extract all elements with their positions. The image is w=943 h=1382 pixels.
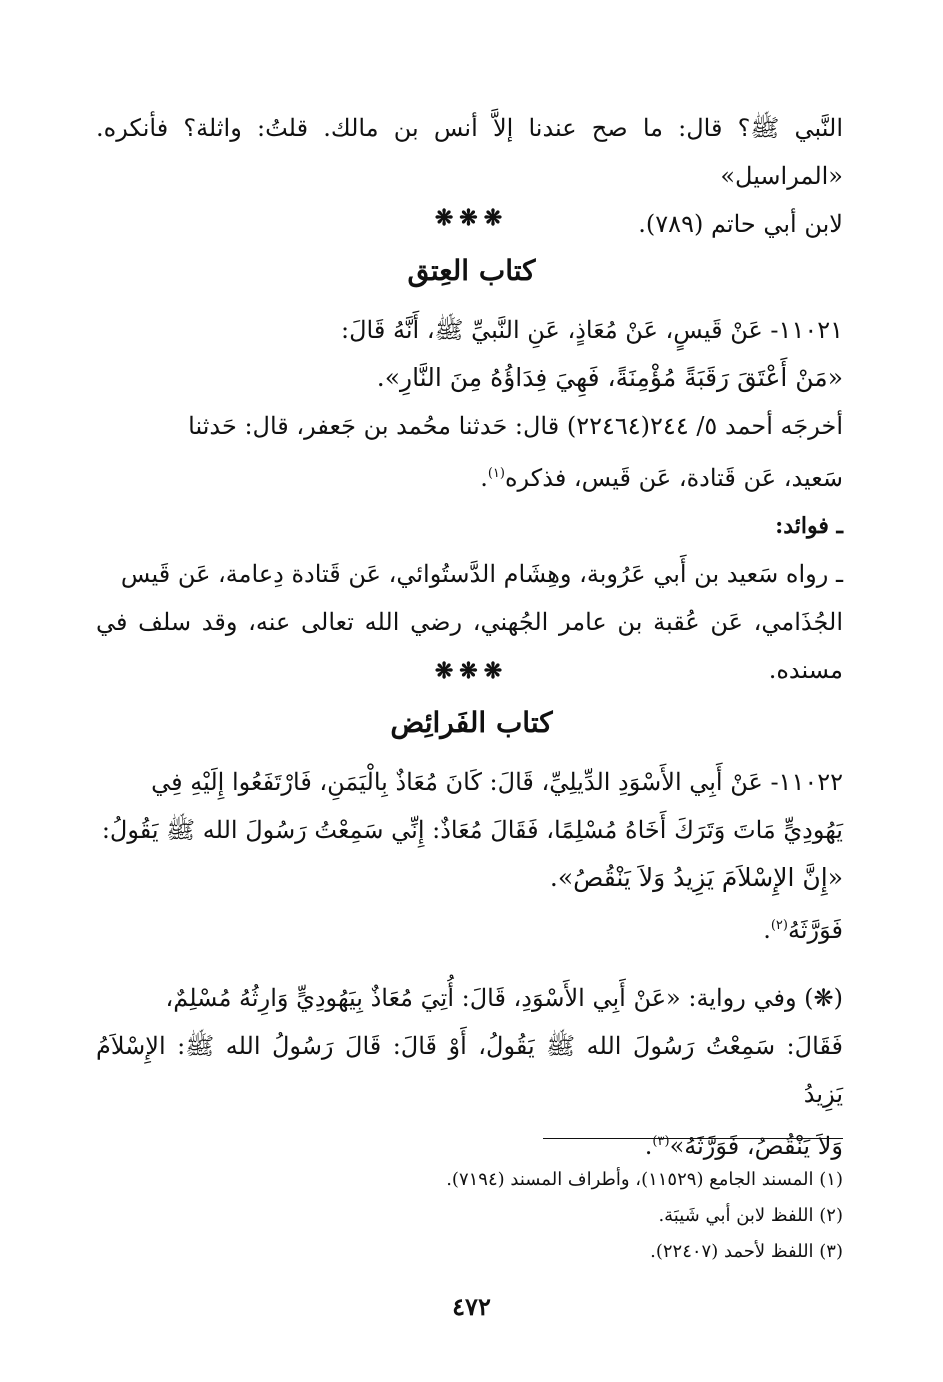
- section-title-itq: كتاب العِتق: [407, 254, 536, 287]
- riwaya-paragraph: [96, 974, 843, 1170]
- hadith-11022-line-1: ١١٠٢٢- عَنْ أَبِي الأَسْوَدِ الدِّيلِيِّ، قَالَ: كَانَ مُعَاذٌ بِالْيَمَنِ، فَارْتَفَعُوا إِلَيْهِ فِي: [151, 768, 843, 796]
- hadith-11021: [96, 306, 843, 694]
- hadith-11022-line-2: يَهُودِيٍّ مَاتَ وَتَرَكَ أَخَاهُ مُسْلِمًا، فَقَالَ مُعَاذٌ: إِنِّي سَمِعْتُ رَسُولَ الله ﷺ يَقُولُ:: [101, 816, 843, 844]
- riwaya-line-3-text: وَلاَ يَنْقُصُ، فَوَرَّثَهُ»: [669, 1132, 843, 1160]
- riwaya-end: .: [644, 1132, 653, 1160]
- takhrij-line-1: أخرجَه أحمد ٥/ ٢٤٤(٢٢٤٦٤) قال: حَدثنا محُمد بن جَعفر، قال: حَدثنا: [188, 412, 843, 440]
- warrathahu-text: فَوَرَّثَهُ: [787, 916, 843, 944]
- footnote-1: (١) المسند الجامع (١١٥٢٩)، وأطراف المسند (٧١٩٤).: [446, 1169, 843, 1190]
- warrathahu-line: [96, 902, 843, 954]
- footnote-ref-1[interactable]: (١): [487, 466, 505, 481]
- page-number: ٤٧٢: [452, 1292, 491, 1321]
- hadith-11021-text: «مَنْ أَعْتَقَ رَقَبَةً مُؤْمِنَةً، فَهِيَ فِدَاؤُهُ مِنَ النَّارِ».: [376, 363, 843, 392]
- takhrij-line-2-text: سَعيد، عَن قَتادة، عَن قَيس، فذكره: [504, 464, 843, 492]
- riwaya-line-2: فَقَالَ: سَمِعْتُ رَسُولَ الله ﷺ يَقُولُ، أَوْ قَالَ: قَالَ رَسُولُ الله ﷺ: الإِسْلاَمُ يَزِيدُ: [96, 1032, 843, 1108]
- separator-stars-1: ❋❋❋: [434, 205, 509, 231]
- footnote-ref-3[interactable]: (٣): [652, 1134, 670, 1149]
- footnote-2: (٢) اللفظ لابن أبي شَيبَة.: [658, 1205, 843, 1226]
- footnote-divider: [543, 1138, 843, 1139]
- section-title-faraid: كتاب الفَرائِض: [390, 706, 553, 739]
- fawaid-line-1: ـ رواه سَعيد بن أَبي عَرُوبة، وهِشَام الدَّستُوائي، عَن قَتادة دِعامة، عَن قَيس: [120, 560, 843, 588]
- takhrij-line-2: [96, 450, 843, 502]
- fawaid-label: ـ فوائد:: [775, 513, 843, 539]
- hadith-11022: [96, 758, 843, 954]
- fawaid-line-2: الجُذَامي، عَن عُقبة بن عامر الجُهني، رضي الله تعالى عنه، وقد سلف في مسنده.: [96, 608, 843, 684]
- takhrij-end: .: [480, 464, 488, 492]
- separator-stars-2: ❋❋❋: [434, 658, 509, 684]
- hadith-11021-head: ١١٠٢١- عَنْ قَيسٍ، عَنْ مُعَاذٍ، عَنِ النَّبيِّ ﷺ، أَنَّهُ قَالَ:: [341, 316, 843, 344]
- footnote-3: (٣) اللفظ لأحمد (٢٢٤٠٧).: [650, 1241, 843, 1262]
- warrathahu-end: .: [763, 916, 771, 944]
- top-line-1: النَّبي ﷺ؟ قال: ما صح عندنا إلاَّ أنس بن مالك. قلتُ: واثلة؟ فأنكره. «المراسيل»: [96, 114, 843, 190]
- footnote-ref-2[interactable]: (٢): [770, 918, 788, 933]
- hadith-11022-text: «إِنَّ الإِسْلاَمَ يَزِيدُ وَلاَ يَنْقُصُ».: [549, 863, 843, 892]
- top-line-2: لابن أبي حاتم (٧٨٩).: [638, 210, 843, 238]
- riwaya-line-1: (❋) وفي رواية: «عَنْ أَبِي الأَسْوَدِ، قَالَ: أُتِيَ مُعَاذٌ بِيَهُودِيٍّ وَارِثُهُ مُسْلِمٌ،: [165, 984, 843, 1012]
